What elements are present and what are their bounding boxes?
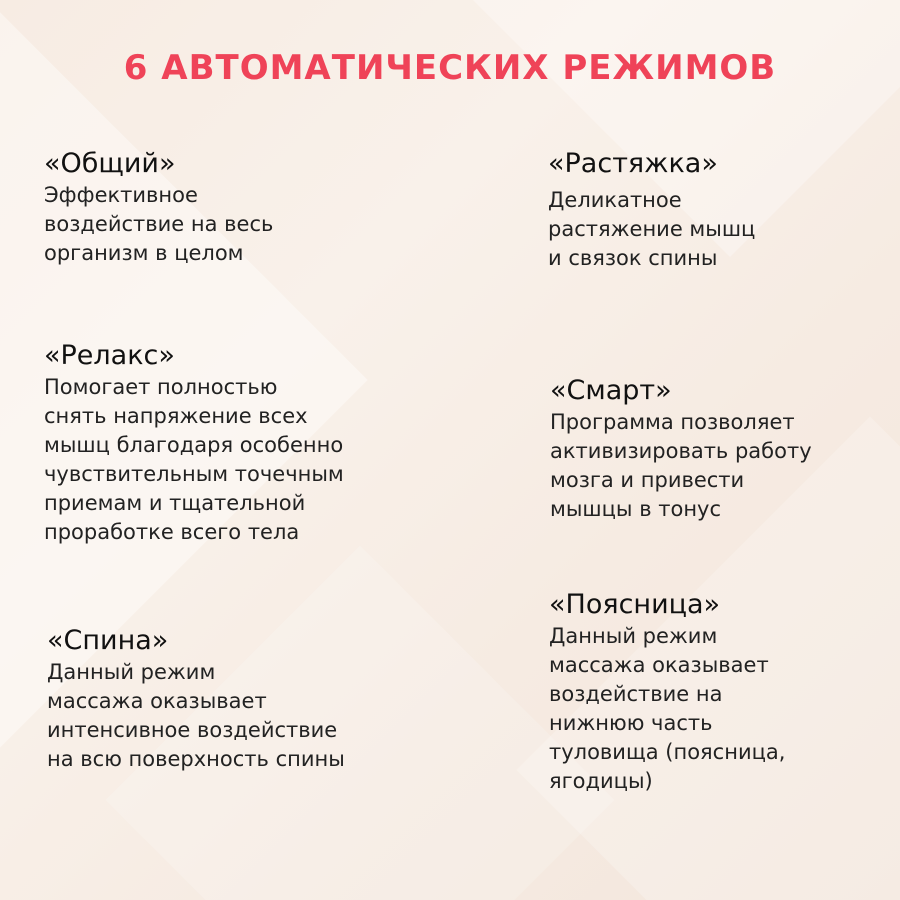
mode-name: «Растяжка»: [548, 148, 718, 179]
mode-description: Помогает полностью снять напряжение всех мышц благодаря особенно чувствительным точечным приемам и тщательной проработке всего тела: [44, 375, 344, 544]
mode-description: Данный режим массажа оказывает воздействие на нижнюю часть туловища (поясница, ягодицы): [549, 624, 786, 793]
mode-description: Программа позволяет активизировать работу мозга и привести мышцы в тонус: [550, 410, 812, 521]
page-title: 6 АВТОМАТИЧЕСКИХ РЕЖИМОВ: [123, 48, 777, 88]
mode-description: Эффективное воздействие на весь организм в целом: [44, 183, 274, 265]
mode-name: «Общий»: [44, 148, 176, 179]
mode-name: «Релакс»: [44, 340, 175, 371]
mode-description: Данный режим массажа оказывает интенсивное воздействие на всю поверхность спины: [47, 660, 345, 771]
mode-poyasnitsa: [549, 588, 900, 796]
mode-name: «Спина»: [47, 625, 169, 656]
mode-relaks: [44, 339, 404, 547]
mode-name: «Смарт»: [550, 375, 672, 406]
mode-spina: [47, 624, 407, 774]
mode-obshchiy: [44, 147, 404, 268]
mode-rastyazhka: [548, 147, 900, 273]
mode-description: Деликатное растяжение мышц и связок спины: [548, 188, 756, 270]
mode-name: «Поясница»: [549, 589, 721, 620]
mode-smart: [550, 374, 900, 524]
